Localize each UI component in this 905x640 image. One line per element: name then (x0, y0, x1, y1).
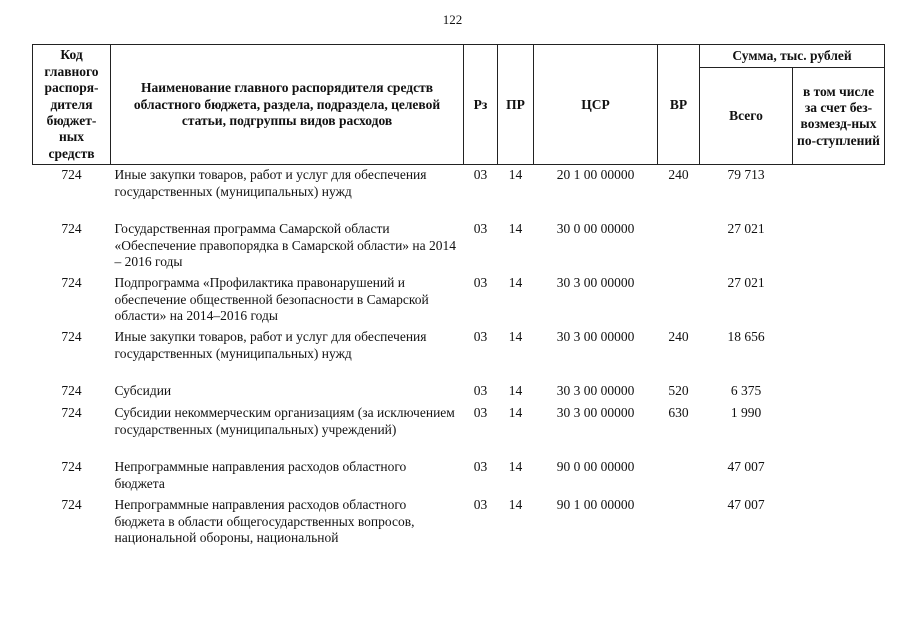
header-free: в том числе за счет без-возмезд-ных по-ступлений (793, 68, 885, 165)
cell-name: Иные закупки товаров, работ и услуг для обеспечения государственных (муниципальных) нужд (114, 329, 427, 361)
cell-pr: 14 (508, 405, 523, 421)
cell-name: Непрограммные направления расходов областного бюджета (114, 459, 407, 491)
cell-rz: 03 (473, 221, 488, 237)
cell-name: Иные закупки товаров, работ и услуг для обеспечения государственных (муниципальных) нужд (114, 167, 427, 199)
cell-csr: 30 0 00 00000 (556, 221, 635, 237)
cell-code: 724 (61, 275, 82, 291)
cell-code: 724 (61, 221, 82, 237)
table-row (33, 457, 885, 495)
table-row (33, 381, 885, 403)
cell-rz: 03 (473, 167, 488, 183)
cell-free (793, 219, 885, 273)
table-row (33, 273, 885, 327)
cell-rz: 03 (473, 459, 488, 475)
cell-free (793, 457, 885, 495)
cell-free (793, 273, 885, 327)
cell-rz: 03 (473, 497, 488, 513)
cell-vr (658, 495, 700, 549)
cell-total: 18 656 (727, 329, 765, 345)
cell-rz: 03 (473, 383, 488, 399)
cell-total: 27 021 (727, 221, 765, 237)
cell-free (793, 381, 885, 403)
cell-pr: 14 (508, 167, 523, 183)
cell-free (793, 495, 885, 549)
cell-total: 47 007 (727, 497, 765, 513)
cell-total: 27 021 (727, 275, 765, 291)
table-row (33, 495, 885, 549)
table-body (33, 165, 885, 550)
cell-vr (658, 219, 700, 273)
cell-name: Государственная программа Самарской области «Обеспечение правопорядка в Самарской области» на 2014 – 2016 годы (114, 221, 457, 270)
cell-pr: 14 (508, 383, 523, 399)
cell-code: 724 (61, 497, 82, 513)
table-header (33, 45, 885, 165)
cell-code: 724 (61, 167, 82, 183)
cell-vr (658, 457, 700, 495)
table-row (33, 403, 885, 457)
cell-name: Непрограммные направления расходов областного бюджета в области общегосударственных вопросов, национальной обороны, национальной (114, 497, 415, 546)
cell-code: 724 (61, 459, 82, 475)
cell-code: 724 (61, 383, 82, 399)
cell-vr: 520 (668, 383, 689, 399)
table-row (33, 219, 885, 273)
cell-total: 6 375 (730, 383, 762, 399)
cell-free (793, 165, 885, 220)
table-row (33, 165, 885, 220)
cell-total: 1 990 (730, 405, 762, 421)
cell-total: 47 007 (727, 459, 765, 475)
header-rz: Рз (464, 45, 498, 165)
header-csr: ЦСР (534, 45, 658, 165)
cell-vr (658, 273, 700, 327)
header-total: Всего (700, 68, 793, 165)
cell-pr: 14 (508, 221, 523, 237)
cell-csr: 30 3 00 00000 (556, 383, 635, 399)
cell-pr: 14 (508, 275, 523, 291)
budget-table (32, 44, 885, 549)
cell-code: 724 (61, 405, 82, 421)
cell-total: 79 713 (727, 167, 765, 183)
cell-pr: 14 (508, 459, 523, 475)
header-pr: ПР (498, 45, 534, 165)
cell-csr: 30 3 00 00000 (556, 329, 635, 345)
cell-csr: 20 1 00 00000 (556, 167, 635, 183)
header-sum: Сумма, тыс. рублей (700, 45, 885, 68)
cell-name: Подпрограмма «Профилактика правонарушений и обеспечение общественной безопасности в Самарской области» на 2014–2016 годы (114, 275, 429, 324)
page-number: 122 (442, 12, 463, 27)
cell-csr: 90 0 00 00000 (556, 459, 635, 475)
header-name: Наименование главного распорядителя средств областного бюджета, раздела, подраздела, целевой статьи, подгруппы видов расходов (111, 45, 464, 165)
cell-vr: 630 (668, 405, 689, 421)
cell-name: Субсидии некоммерческим организациям (за исключением государственных (муниципальных) учреждений) (114, 405, 455, 437)
header-vr: ВР (658, 45, 700, 165)
cell-vr: 240 (668, 329, 689, 345)
cell-pr: 14 (508, 497, 523, 513)
cell-code: 724 (61, 329, 82, 345)
table-row (33, 327, 885, 381)
cell-csr: 90 1 00 00000 (556, 497, 635, 513)
cell-rz: 03 (473, 405, 488, 421)
cell-rz: 03 (473, 275, 488, 291)
cell-csr: 30 3 00 00000 (556, 275, 635, 291)
cell-free (793, 403, 885, 457)
cell-free (793, 327, 885, 381)
cell-pr: 14 (508, 329, 523, 345)
header-code: Код главного распоря-дителя бюджет-ных средств (33, 45, 111, 165)
cell-csr: 30 3 00 00000 (556, 405, 635, 421)
cell-name: Субсидии (114, 383, 172, 399)
cell-rz: 03 (473, 329, 488, 345)
cell-vr: 240 (668, 167, 689, 183)
